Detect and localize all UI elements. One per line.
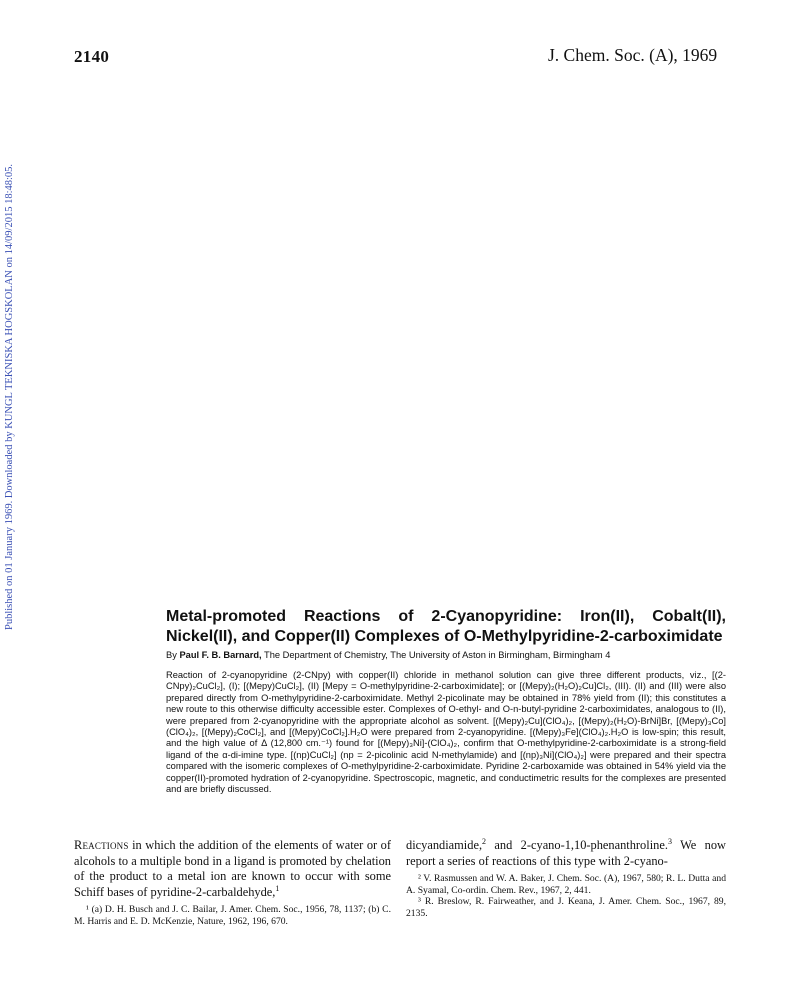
title-line-2: Nickel(II), and Copper(II) Complexes of O-Methylpyridine-2-carboximidate	[166, 628, 723, 645]
body-paragraph	[406, 838, 726, 869]
page-number: 2140	[74, 47, 110, 66]
title-line-1: Metal-promoted Reactions of 2-Cyanopyridine: Iron(II), Cobalt(II),	[166, 608, 726, 625]
journal-citation: J. Chem. Soc. (A), 1969	[548, 45, 718, 65]
footnote-ref[interactable]: 2	[482, 836, 487, 846]
author-name: Paul F. B. Barnard,	[179, 650, 262, 660]
byline	[166, 650, 726, 660]
body-text: We now report a series of reactions of this type with 2-cyano-	[406, 838, 726, 868]
lead-word: Reactions	[74, 838, 129, 852]
article-title	[166, 607, 726, 647]
body-text: and 2-cyano-1,10-phenanthroline.	[486, 838, 668, 852]
abstract: Reaction of 2-cyanopyridine (2-CNpy) with copper(II) chloride in methanol solution can give three different products, viz., [(2-CNpy)₂CuCl₂], (I); [(Mepy)CuCl₂], (II) [Mepy = O-methylpyridine-2-carboximidate]; or [(Mepy)₂(H₂O)₂Cu]Cl₂, (III). (II) and (III) were also prepared directly from O-methylpyridine-2-carboximidate. Methyl 2-picolinate may be obtained in 78% yield from (II); this constitutes a new route to this otherwise difficulty accessible ester. Complexes of O-ethyl- and O-n-butyl-pyridine 2-carboximidates, analogous to (II), were prepared from 2-cyanopyridine with the appropriate alcohol as solvent. [(Mepy)₂Cu](ClO₄)₂, [(Mepy)₂(H₂O)-BrNi]Br, [(Mepy)₃Co](ClO₄)₂, [(Mepy)₂CoCl₂], and [(Mepy)CoCl₂].H₂O were prepared from 2-cyanopyridine. [(Mepy)₃Fe](ClO₄)₂.H₂O is low-spin; this result, and the high value of Δ (12,800 cm.⁻¹) found for [(Mepy)₃Ni]-(ClO₄)₂, confirm that O-methylpyridine-2-carboximidate is a strong-field ligand of the α-di-imine type. [(np)CuCl₂] (np = 2-picolinic acid N-methylamide) and [(np)₃Ni](ClO₄)₂] were prepared and their spectra compared with the isomeric complexes of O-methylpyridine-2-carboximidate. Pyridine 2-carboxamide was obtained in 54% yield via the copper(II)-promoted hydration of 2-cyanopyridine. Spectroscopic, magnetic, and conductimetric results for the complexes are presented and are briefly discussed.	[166, 670, 726, 795]
byline-prefix: By	[166, 650, 177, 660]
body-column-left	[74, 838, 391, 928]
affiliation: The Department of Chemistry, The University of Aston in Birmingham, Birmingham 4	[264, 650, 611, 660]
footnote-ref[interactable]: 1	[275, 883, 280, 893]
footnotes-right	[406, 873, 726, 919]
footnote-1: ¹ (a) D. H. Busch and J. C. Bailar, J. Amer. Chem. Soc., 1956, 78, 1137; (b) C. M. Harris and E. D. McKenzie, Nature, 1962, 196, 670.	[74, 904, 391, 927]
body-paragraph	[74, 838, 391, 900]
footnote-ref[interactable]: 3	[667, 836, 672, 846]
footnote-2: ² V. Rasmussen and W. A. Baker, J. Chem. Soc. (A), 1967, 580; R. L. Dutta and A. Syamal, Co-ordin. Chem. Rev., 1967, 2, 441.	[406, 873, 726, 896]
body-column-right	[406, 838, 726, 920]
download-notice[interactable]: Published on 01 January 1969. Downloaded by KUNGL TEKNISKA HOGSKOLAN on 14/09/2015 18:48:05.	[4, 163, 15, 630]
body-text: in which the addition of the elements of water or of alcohols to a multiple bond in a ligand is promoted by chelation of the product to a metal ion are known to occur with some Schiff bases of pyridine-2-carbaldehyde,	[74, 838, 391, 899]
footnotes-left	[74, 904, 391, 927]
footnote-3: ³ R. Breslow, R. Fairweather, and J. Keana, J. Amer. Chem. Soc., 1967, 89, 2135.	[406, 896, 726, 919]
body-text: dicyandiamide,	[406, 838, 483, 852]
